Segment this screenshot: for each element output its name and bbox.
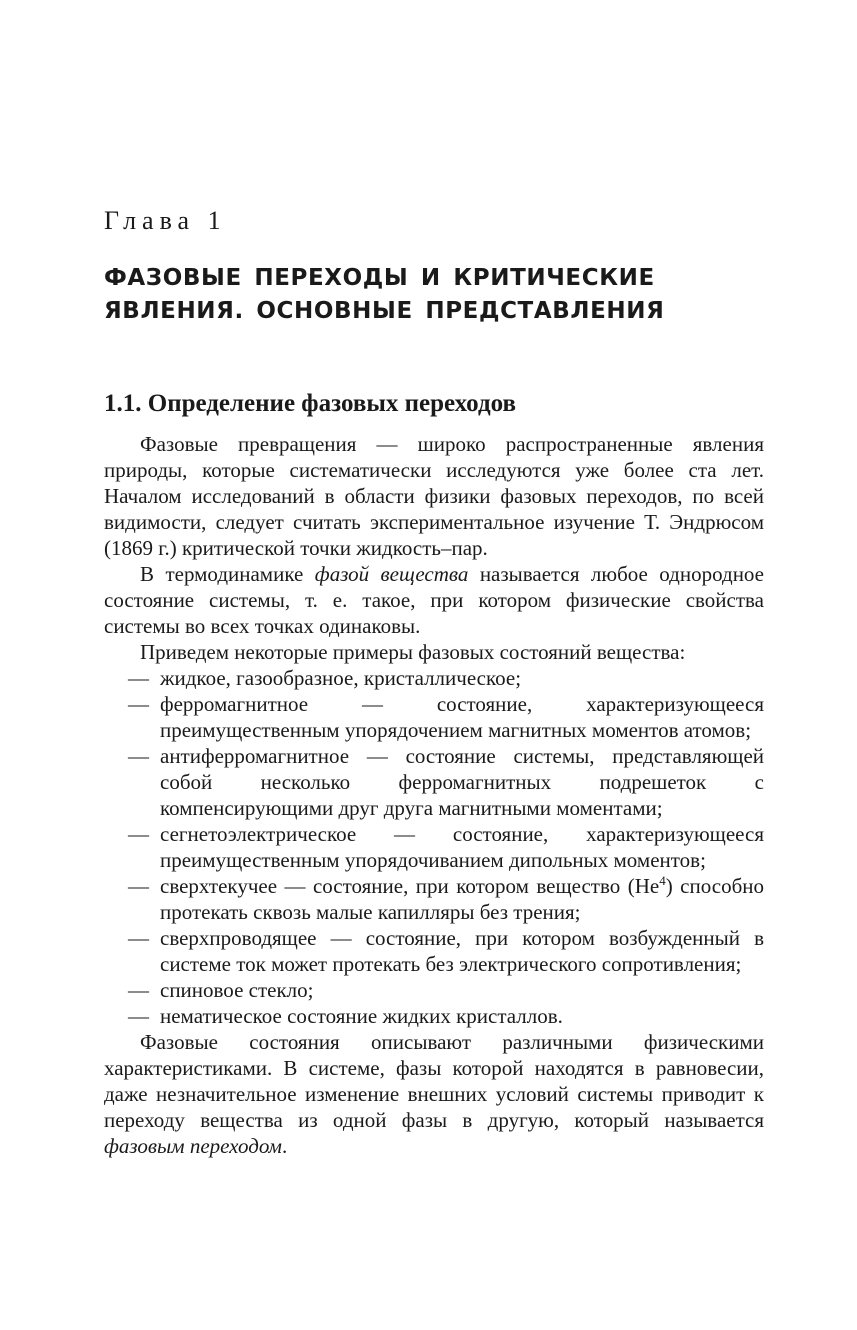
list-dash: —	[128, 744, 149, 768]
list-dash: —	[128, 874, 149, 898]
list-item	[104, 665, 764, 691]
book-page	[104, 0, 764, 1330]
list-dash: —	[128, 978, 149, 1002]
chapter-title-line-2: ЯВЛЕНИЯ. ОСНОВНЫЕ ПРЕДСТАВЛЕНИЯ	[104, 298, 665, 324]
list-item	[104, 743, 764, 821]
chapter-title-line-1: ФАЗОВЫЕ ПЕРЕХОДЫ И КРИТИЧЕСКИЕ	[104, 265, 655, 291]
paragraph-phase-transition	[104, 1029, 764, 1159]
list-item	[104, 821, 764, 873]
chapter-title	[104, 262, 764, 328]
superscript-4: 4	[659, 873, 666, 888]
phase-examples-list	[104, 665, 764, 1029]
list-item-text: сверхтекучее — состояние, при котором вещество (He	[160, 874, 660, 898]
list-item	[104, 691, 764, 743]
list-dash: —	[128, 1004, 149, 1028]
list-item-text: антиферромагнитное — состояние системы, представляющей собой несколько ферромагнитных подрешеток с компенсирующими друг друга магнитными моментами;	[160, 744, 764, 820]
list-item-text: спиновое стекло;	[160, 978, 314, 1002]
chapter-label: Глава 1	[104, 206, 227, 235]
section-heading: 1.1. Определение фазовых переходов	[104, 390, 516, 417]
list-item-text: жидкое, газообразное, кристаллическое;	[160, 666, 522, 690]
paragraph-phase-definition	[104, 561, 764, 639]
list-item	[104, 925, 764, 977]
list-dash: —	[128, 692, 149, 716]
list-item-text: сверхпроводящее — состояние, при котором возбужденный в системе ток может протекать без электрического сопротивления;	[160, 926, 764, 976]
term-phase-of-matter: фазой вещества	[314, 562, 469, 586]
paragraph-phase-transition-start: Фазовые состояния описывают различными физическими характеристиками. В системе, фазы которой находятся в равновесии, даже незначительное изменение внешних условий системы приводит к переходу вещества из одной фазы в другую, который называется	[104, 1030, 764, 1132]
list-dash: —	[128, 666, 149, 690]
term-phase-transition: фазовым переходом	[104, 1134, 282, 1158]
list-dash: —	[128, 822, 149, 846]
list-item-text: сегнетоэлектрическое — состояние, характеризующееся преимущественным упорядочиванием дипольных моментов;	[160, 822, 764, 872]
list-item-text-end: ) способно протекать сквозь малые капилляры без трения;	[160, 874, 764, 924]
paragraph-phase-definition-end: называется любое однородное состояние системы, т. е. такое, при котором физические свойства системы во всех точках одинаковы.	[104, 562, 765, 638]
list-item-text: нематическое состояние жидких кристаллов.	[160, 1004, 563, 1028]
list-item-text: ферромагнитное — состояние, характеризующееся преимущественным упорядочением магнитных моментов атомов;	[160, 692, 764, 742]
list-item	[104, 873, 764, 925]
paragraph-phase-definition-start: В термодинамике	[140, 562, 315, 586]
body-text	[104, 431, 764, 1159]
list-item	[104, 977, 764, 1003]
paragraph-phase-transition-end: .	[281, 1134, 288, 1158]
paragraph-examples-intro: Приведем некоторые примеры фазовых состояний вещества:	[140, 640, 686, 664]
list-dash: —	[128, 926, 149, 950]
list-item	[104, 1003, 764, 1029]
paragraph-intro: Фазовые превращения — широко распространенные явления природы, которые систематически исследуются уже более ста лет. Началом исследований в области физики фазовых переходов, по всей видимости, следует считать экспериментальное изучение Т. Эндрюсом (1869 г.) критической точки жидкость–пар.	[104, 432, 764, 560]
